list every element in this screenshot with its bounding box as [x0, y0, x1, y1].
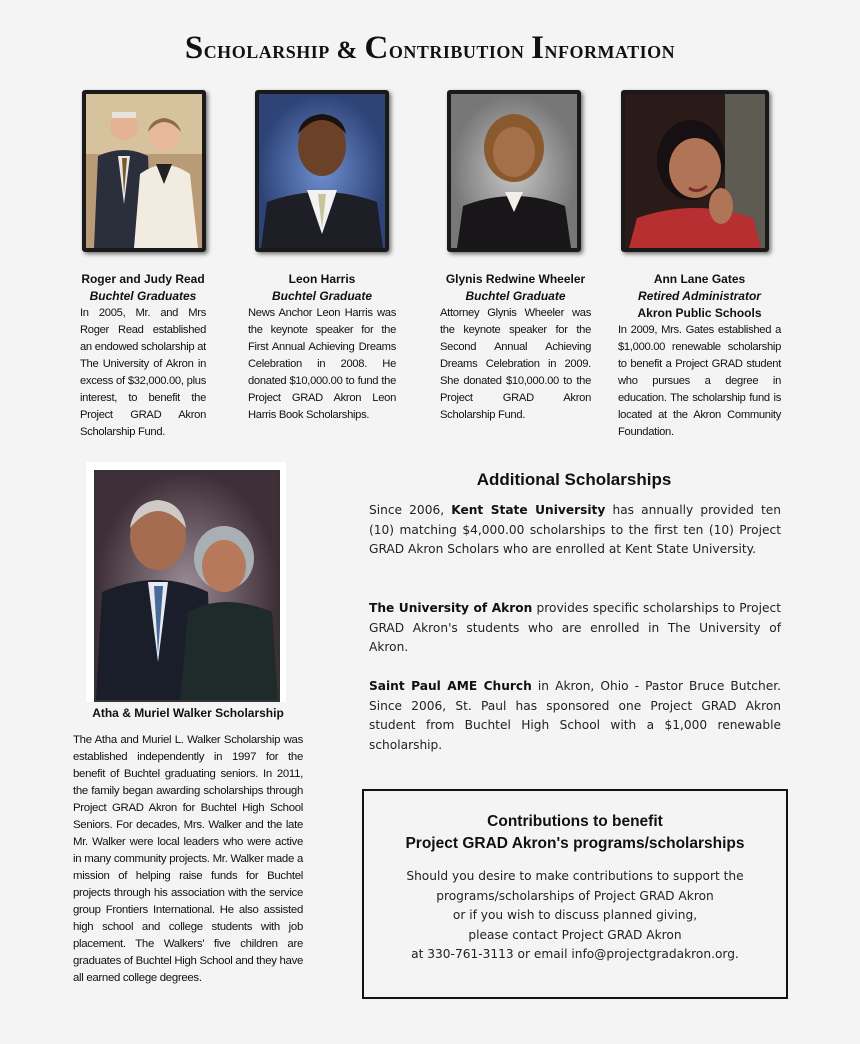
contributions-heading-line-2: Project GRAD Akron's programs/scholarships: [405, 835, 745, 852]
profile-bio: News Anchor Leon Harris was the keynote speaker for the First Annual Achieving Dreams Celebration in 2008. He donated $10,000.00 to fund the Project GRAD Akron Leon Harris Book Scholarships.: [248, 307, 396, 421]
kent-state-text-lead: Since 2006,: [369, 503, 452, 517]
profile-leon-harris: [248, 271, 396, 424]
profile-name: Roger and Judy Read: [81, 272, 205, 286]
profile-bio: In 2005, Mr. and Mrs Roger Read established an endowed scholarship at The University of Akron in excess of $32,000.00, plus interest, to benefit the Project GRAD Akron Scholarship Fund.: [80, 307, 206, 438]
profile-ann-lane-gates: [618, 271, 781, 441]
profile-role: Buchtel Graduates: [89, 289, 197, 303]
contributions-line-5: at 330-761-3113 or email info@projectgradakron.org.: [411, 947, 739, 962]
profile-name: Leon Harris: [288, 272, 356, 286]
page-title: Scholarship & Contribution Information: [184, 30, 676, 66]
profile-bio: Attorney Glynis Wheeler was the keynote speaker for the Second Annual Achieving Dreams Celebration in 2009. She donated $10,000.00 to the Project GRAD Akron Scholarship Fund.: [440, 307, 591, 421]
profile-name: Glynis Redwine Wheeler: [445, 272, 586, 286]
additional-scholarships-heading: Additional Scholarships: [476, 470, 672, 489]
university-of-akron-paragraph: [369, 599, 781, 658]
profile-glynis-redwine-wheeler: [440, 271, 591, 424]
contributions-line-2: programs/scholarships of Project GRAD Akron: [436, 888, 714, 903]
walker-scholarship-description: The Atha and Muriel L. Walker Scholarship was established independently in 1997 for the benefit of Buchtel graduating seniors. In 2011, the family began awarding scholarships through Project GRAD Akron for Buchtel High School Seniors. For decades, Mrs. Walker and the late Mr. Walker were local leaders who were active in many community projects. Mr. Walker made a mission of helping raise funds for Buchtel projects through his association with the service group Frontiers International. He also assisted high school and college students with job placement. The Walkers' five children are graduates of Buchtel High School and they have all earned college degrees.: [73, 734, 303, 984]
profile-role-secondary: Akron Public Schools: [637, 306, 762, 320]
contributions-box: [362, 789, 788, 999]
university-of-akron-text: provides specific scholarships to Project GRAD Akron's students who are enrolled in The University of Akron.: [369, 601, 781, 655]
photo-leon-harris: [255, 90, 389, 252]
profile-roger-judy-read: [80, 271, 206, 441]
profile-role: Buchtel Graduate: [271, 289, 373, 303]
profile-bio: In 2009, Mrs. Gates established a $1,000.00 renewable scholarship to benefit a Project GRAD student who pursues a degree in education. The scholarship fund is located at the Akron Community Foundation.: [618, 324, 781, 438]
walker-scholarship-caption: Atha & Muriel Walker Scholarship: [92, 706, 284, 720]
contributions-heading-line-1: Contributions to benefit: [487, 813, 663, 830]
saint-paul-paragraph: [369, 677, 781, 755]
photo-atha-muriel-walker: [94, 470, 280, 702]
contributions-line-1: Should you desire to make contributions to support the: [406, 869, 744, 883]
contributions-heading: [364, 811, 786, 855]
kent-state-name: Kent State University: [451, 503, 606, 517]
profile-name: Ann Lane Gates: [653, 272, 746, 286]
saint-paul-text: in Akron, Ohio - Pastor Bruce Butcher. Since 2006, St. Paul has sponsored one Project GRAD Akron student from Buchtel High School with a $1,000 renewable scholarship.: [369, 679, 781, 752]
photo-frame-walker: [86, 462, 286, 702]
kent-state-paragraph: [369, 501, 781, 560]
contributions-body: [364, 867, 786, 965]
contributions-line-4: please contact Project GRAD Akron: [468, 927, 682, 942]
profile-role: Retired Administrator: [638, 289, 761, 303]
photo-roger-judy-read: [82, 90, 206, 252]
university-of-akron-name: The University of Akron: [369, 601, 533, 615]
saint-paul-name: Saint Paul AME Church: [369, 679, 532, 693]
contributions-line-3: or if you wish to discuss planned giving,: [452, 908, 698, 923]
photo-glynis-redwine-wheeler: [447, 90, 581, 252]
kent-state-text: has annually provided ten (10) matching $4,000.00 scholarships to the first ten (10) Project GRAD Akron Scholars who are enrolled at Kent State University.: [369, 503, 782, 557]
profile-role: Buchtel Graduate: [465, 289, 566, 303]
photo-ann-lane-gates: [621, 90, 769, 252]
